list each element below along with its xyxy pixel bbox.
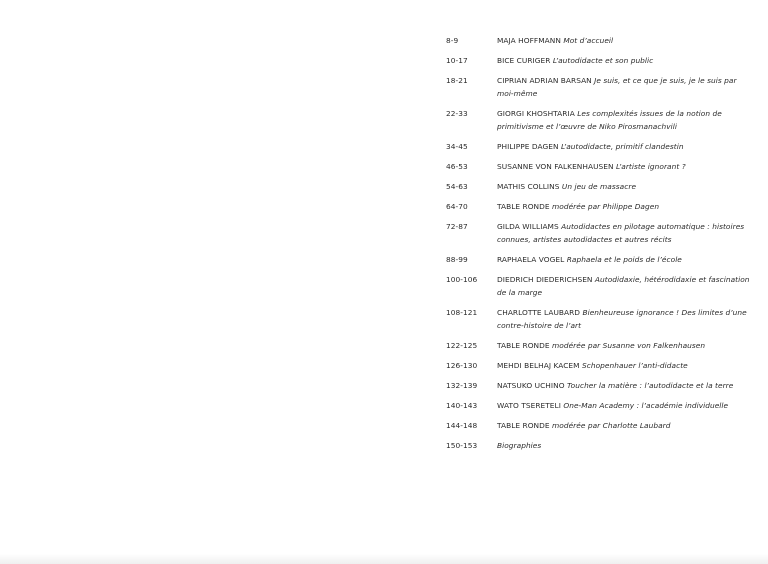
toc-entry xyxy=(446,273,751,299)
toc-entry xyxy=(446,34,751,47)
toc-page-range: 10-17 xyxy=(446,56,468,65)
toc-page-range: 150-153 xyxy=(446,441,478,450)
toc-page-range: 8-9 xyxy=(446,36,459,45)
toc-entry xyxy=(446,379,751,392)
toc-author: PHILIPPE DAGEN xyxy=(497,142,559,151)
toc-author: CHARLOTTE LAUBARD xyxy=(497,308,581,317)
toc-entry xyxy=(446,399,751,412)
toc-title: Schopenhauer l’anti-didacte xyxy=(581,361,688,370)
toc-entry xyxy=(446,253,751,266)
toc-entry-text xyxy=(497,273,751,299)
toc-author: TABLE RONDE xyxy=(497,421,550,430)
toc-title: Mot d’accueil xyxy=(563,36,614,45)
toc-entry xyxy=(446,439,751,452)
toc-entry-text xyxy=(497,253,751,266)
page-bottom-shadow xyxy=(0,554,768,564)
toc-title: Autodidaxie, hétérodidaxie et fascination de la marge xyxy=(497,275,750,297)
toc-author: BICE CURIGER xyxy=(497,56,551,65)
toc-page-range: 72-87 xyxy=(446,222,468,231)
toc-entry-text xyxy=(497,54,751,67)
toc-author: TABLE RONDE xyxy=(497,341,550,350)
toc-entry-text xyxy=(497,399,751,412)
toc-page-range: 144-148 xyxy=(446,421,478,430)
toc-entry xyxy=(446,220,751,246)
toc-author: GIORGI KHOSHTARIA xyxy=(497,109,575,118)
toc-entry-text xyxy=(497,140,751,153)
toc-entry xyxy=(446,74,751,100)
toc-page-range: 126-130 xyxy=(446,361,478,370)
toc-entry-text xyxy=(497,107,751,133)
toc-page-range: 64-70 xyxy=(446,202,468,211)
toc-title: L’autodidacte, primitif clandestin xyxy=(560,142,684,151)
toc-entry xyxy=(446,160,751,173)
toc-title: Les complexités issues de la notion de primitivisme et l’œuvre de Niko Pirosmanachvili xyxy=(497,109,722,131)
toc-entry-text xyxy=(497,180,751,193)
toc-author: SUSANNE VON FALKENHAUSEN xyxy=(497,162,614,171)
toc-entry-text xyxy=(497,200,751,213)
toc-page-range: 132-139 xyxy=(446,381,478,390)
toc-author: MATHIS COLLINS xyxy=(497,182,560,191)
toc-page-range: 34-45 xyxy=(446,142,468,151)
toc-entry xyxy=(446,339,751,352)
toc-title: Bienheureuse ignorance ! Des limites d’une contre-histoire de l’art xyxy=(497,308,747,330)
toc-entry xyxy=(446,54,751,67)
toc-entry xyxy=(446,140,751,153)
toc-page-range: 100-106 xyxy=(446,275,478,284)
toc-entry-text xyxy=(497,419,751,432)
toc-title: modérée par Susanne von Falkenhausen xyxy=(552,341,706,350)
toc-title: Biographies xyxy=(497,441,542,450)
toc-title: Toucher la matière : l’autodidacte et la terre xyxy=(567,381,734,390)
toc-author: TABLE RONDE xyxy=(497,202,550,211)
toc-entry-text xyxy=(497,339,751,352)
toc-entry-text xyxy=(497,306,751,332)
toc-title: Un jeu de massacre xyxy=(561,182,637,191)
toc-entry-text xyxy=(497,34,751,47)
toc-title: L’autodidacte et son public xyxy=(552,56,654,65)
toc-title: Raphaela et le poids de l’école xyxy=(566,255,682,264)
toc-author: MAJA HOFFMANN xyxy=(497,36,561,45)
toc-author: GILDA WILLIAMS xyxy=(497,222,559,231)
toc-entry-text xyxy=(497,220,751,246)
toc-title: Autodidactes en pilotage automatique : histoires connues, artistes autodidactes et autres récits xyxy=(497,222,745,244)
toc-author: WATO TSERETELI xyxy=(497,401,561,410)
toc-page-range: 140-143 xyxy=(446,401,478,410)
toc-author: MEHDI BELHAJ KACEM xyxy=(497,361,580,370)
toc-page-range: 46-53 xyxy=(446,162,468,171)
toc-title: L’artiste ignorant ? xyxy=(616,162,686,171)
toc-entry xyxy=(446,306,751,332)
toc-author: DIEDRICH DIEDERICHSEN xyxy=(497,275,593,284)
toc-entry-text xyxy=(497,439,751,452)
toc-page-range: 22-33 xyxy=(446,109,468,118)
toc-entry-text xyxy=(497,160,751,173)
toc-title: modérée par Charlotte Laubard xyxy=(552,421,671,430)
toc-entry-text xyxy=(497,359,751,372)
toc-author: NATSUKO UCHINO xyxy=(497,381,565,390)
toc-entry-text xyxy=(497,379,751,392)
toc-title: modérée par Philippe Dagen xyxy=(552,202,660,211)
toc-page-range: 54-63 xyxy=(446,182,468,191)
toc-author: CIPRIAN ADRIAN BARSAN xyxy=(497,76,592,85)
table-of-contents xyxy=(446,34,751,459)
toc-entry xyxy=(446,359,751,372)
toc-entry xyxy=(446,419,751,432)
toc-title: Je suis, et ce que je suis, je le suis par moi-même xyxy=(497,76,737,98)
toc-entry xyxy=(446,107,751,133)
toc-page-range: 108-121 xyxy=(446,308,478,317)
toc-title: One-Man Academy : l’académie individuelle xyxy=(563,401,729,410)
toc-entry xyxy=(446,200,751,213)
toc-page-range: 88-99 xyxy=(446,255,468,264)
toc-entry-text xyxy=(497,74,751,100)
toc-author: RAPHAELA VOGEL xyxy=(497,255,565,264)
toc-page-range: 18-21 xyxy=(446,76,468,85)
toc-entry xyxy=(446,180,751,193)
toc-page-range: 122-125 xyxy=(446,341,478,350)
